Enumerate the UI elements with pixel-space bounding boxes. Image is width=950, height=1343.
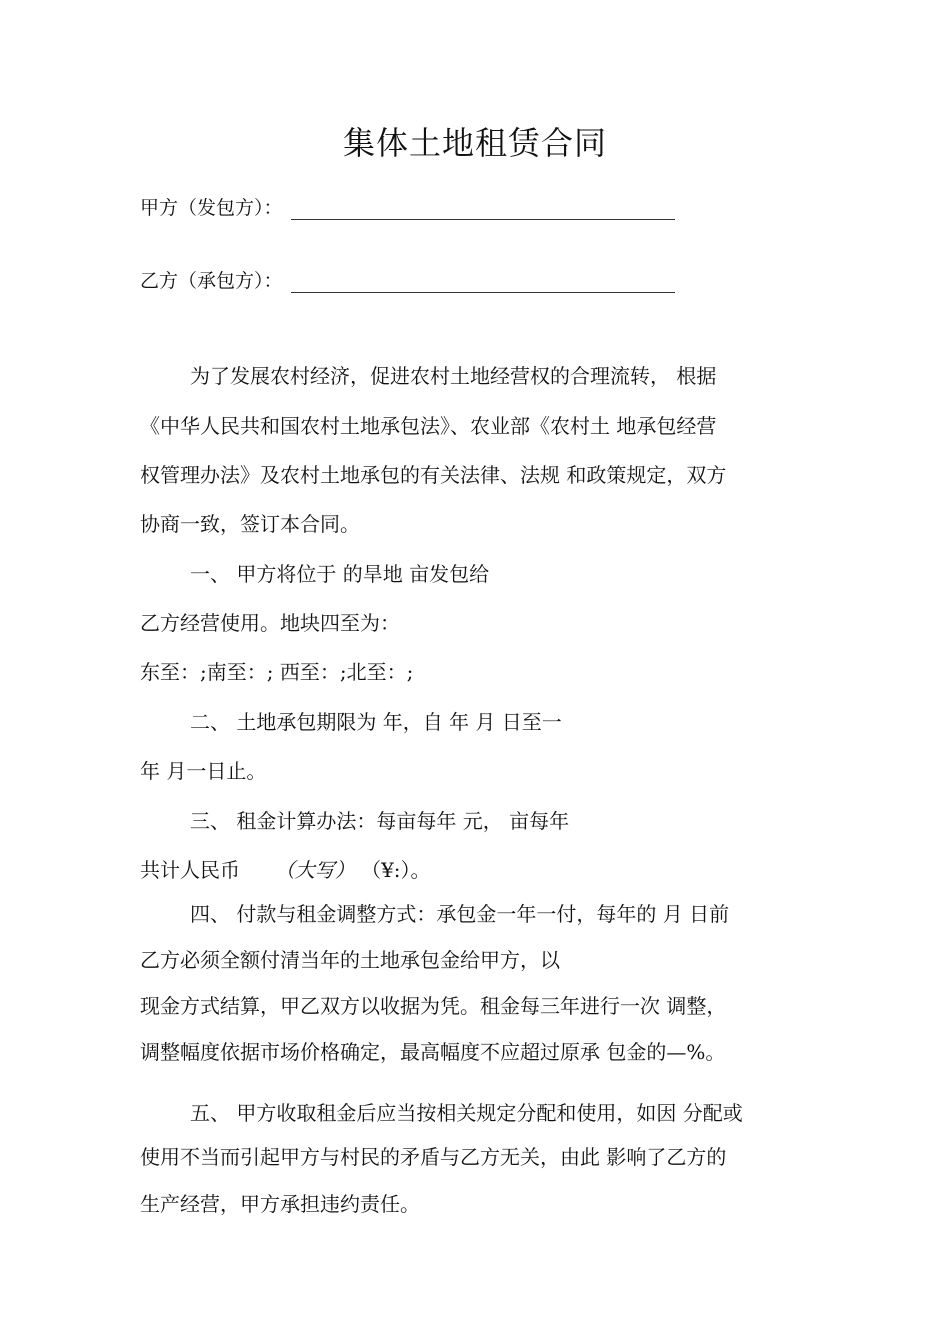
preamble-line-1: 为了发展农村经济，促进农村土地经营权的合理流转， 根据 [190, 364, 717, 388]
clause4-line-3: 现金方式结算，甲乙双方以收据为凭。租金每三年进行一次 调整， [140, 994, 727, 1018]
clause5-line-3: 生产经营，甲方承担违约责任。 [140, 1192, 420, 1216]
clause1-line-1: 一、 甲方将位于 的旱地 亩发包给 [190, 562, 490, 586]
clause3-line-1: 三、 租金计算办法：每亩每年 元， 亩每年 [190, 809, 570, 833]
yuan-amount-label: （¥:）。 [361, 858, 431, 882]
preamble-line-3: 权管理办法》及农村土地承包的有关法律、法规 和政策规定，双方 [140, 463, 727, 487]
party-a-label: 甲方（发包方）： [140, 197, 283, 219]
clause1-line-3: 东至：;南至：; 西至：;北至：; [140, 660, 414, 684]
clause4-line-1: 四、 付款与租金调整方式：承包金一年一付，每年的 月 日前 [190, 902, 730, 926]
clause1-line-2: 乙方经营使用。地块四至为： [140, 611, 400, 635]
rmb-total-label: 共计人民币 [140, 858, 240, 882]
party-a-blank [291, 199, 675, 220]
party-b-label: 乙方（承包方）： [140, 270, 283, 292]
document-title: 集体土地租赁合同 [342, 124, 607, 162]
clause3-line-2 [140, 860, 431, 880]
clause4-line-2: 乙方必须全额付清当年的土地承包金给甲方，以 [140, 948, 560, 972]
clause2-line-2: 年 月一日止。 [140, 759, 267, 783]
capital-amount-label: （大写） [274, 858, 355, 882]
clause5-line-1: 五、 甲方收取租金后应当按相关规定分配和使用，如因 分配或 [190, 1101, 743, 1125]
preamble-line-4: 协商一致，签订本合同。 [140, 512, 360, 536]
clause5-line-2: 使用不当而引起甲方与村民的矛盾与乙方无关，由此 影响了乙方的 [140, 1145, 727, 1169]
clause2-line-1: 二、 土地承包期限为 年，自 年 月 日至一 [190, 710, 562, 734]
party-a-line [140, 193, 675, 220]
party-b-blank [291, 272, 675, 293]
preamble-line-2: 《中华人民共和国农村土地承包法》、农业部《农村土 地承包经营 [140, 414, 717, 438]
clause4-line-4: 调整幅度依据市场价格确定，最高幅度不应超过原承 包金的—%。 [140, 1040, 726, 1064]
party-b-line [140, 266, 675, 293]
